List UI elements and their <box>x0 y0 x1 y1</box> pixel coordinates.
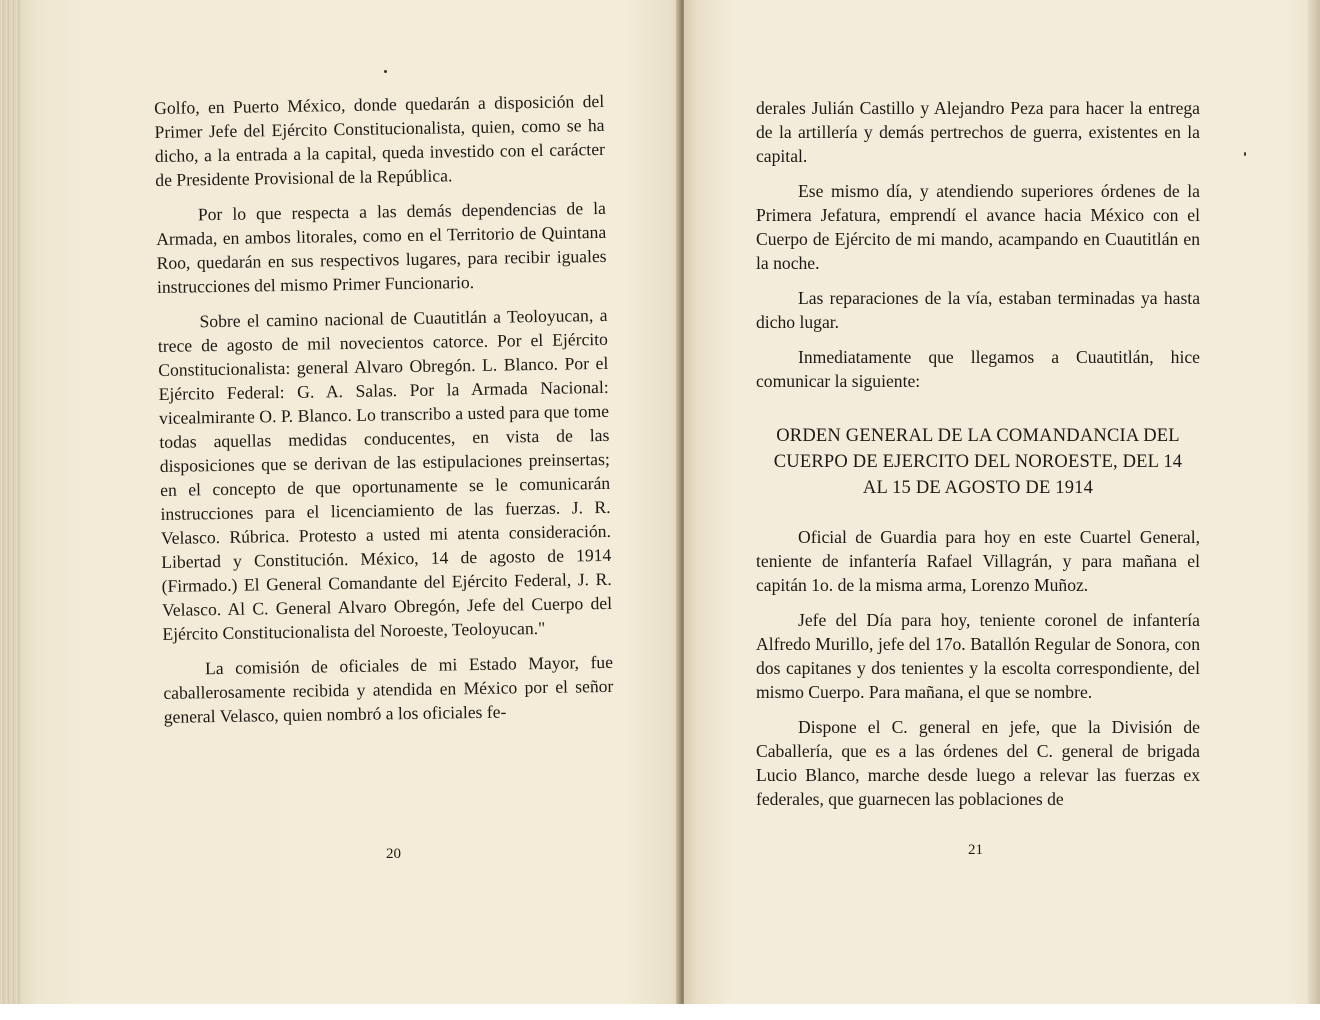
right-paragraph-7: Dispone el C. general en jefe, que la División de Caballería, que es a las órdenes del C. general de brigada Lucio Blanco, marche desde luego a relevar las fuerzas ex federales, que guarnecen las poblaciones de <box>756 717 1200 809</box>
right-paragraph-3: Las reparaciones de la vía, estaban terminadas ya hasta dicho lugar. <box>756 288 1200 332</box>
scan-margin-bottom <box>0 1004 1320 1020</box>
right-page-text <box>756 96 1200 822</box>
left-page <box>22 0 684 1004</box>
left-paragraph-2: Por lo que respecta a las demás dependencias de la Armada, en ambos litorales, como en el Territorio de Quintana Roo, quedarán en sus respectivos lugares, para recibir iguales instrucciones del mismo Primer Funcionario. <box>156 197 607 297</box>
right-paragraph-2: Ese mismo día, y atendiendo superiores órdenes de la Primera Jefatura, emprendí el avance hacia México con el Cuerpo de Ejército de mi mando, acampando en Cuautitlán en la noche. <box>756 181 1200 273</box>
left-page-number: 20 <box>386 846 401 862</box>
ink-speck <box>384 70 387 73</box>
left-page-text <box>154 89 614 740</box>
section-heading: ORDEN GENERAL DE LA COMANDANCIA DEL CUERPO DE EJERCITO DEL NOROESTE, DEL 14 AL 15 DE AGOSTO DE 1914 <box>773 426 1183 498</box>
right-page-number: 21 <box>968 842 983 858</box>
left-paragraph-3: Sobre el camino nacional de Cuautitlán a Teoloyucan, a trece de agosto de mil novecientos catorce. Por el Ejército Constitucionalista: general Alvaro Obregón. L. Blanco. Por el Ejército Federal: G. A. Salas. Por la Armada Nacional: vicealmirante O. P. Blanco. Lo transcribo a usted para que tome todas aquellas medidas conducentes, en vista de las disposiciones que se derivan de las estipulaciones preinsertas; en el concepto de que oportunamente se le comunicarán instrucciones para el licenciamiento de las fuerzas. J. R. Velasco. Rúbrica. Protesto a usted mi atenta consideración. Libertad y Constitución. México, 14 de agosto de 1914 (Firmado.) El General Comandante del Ejército Federal, J. R. Velasco. Al C. General Alvaro Obregón, Jefe del Cuerpo del Ejército Constitucionalista del Noroeste, Teoloyucan." <box>157 304 613 644</box>
page-edges-left <box>0 0 22 1004</box>
right-paragraph-1: derales Julián Castillo y Alejandro Peza para hacer la entrega de la artillería y demás pertrechos de guerra, existentes en la capital. <box>756 98 1200 166</box>
page-edges-right <box>1308 0 1320 1004</box>
right-page <box>684 0 1316 1004</box>
left-paragraph-4: La comisión de oficiales de mi Estado Mayor, fue caballerosamente recibida y atendida en México por el señor general Velasco, quien nombró a los oficiales fe- <box>163 651 614 727</box>
right-paragraph-6: Jefe del Día para hoy, teniente coronel de infantería Alfredo Murillo, jefe del 17o. Batallón Regular de Sonora, con dos capitanes y dos tenientes y la escolta correspondiente, del mismo Cuerpo. Para mañana, el que se nombre. <box>756 610 1200 702</box>
right-paragraph-5: Oficial de Guardia para hoy en este Cuartel General, teniente de infantería Rafael Villagrán, y para mañana el capitán 1o. de la misma arma, Lorenzo Muñoz. <box>756 527 1200 595</box>
right-paragraph-4: Inmediatamente que llegamos a Cuautitlán, hice comunicar la siguiente: <box>756 347 1200 391</box>
ink-speck <box>1244 152 1246 156</box>
left-paragraph-1: Golfo, en Puerto México, donde quedarán a disposición del Primer Jefe del Ejército Constitucionalista, quien, como se ha dicho, a la entrada a la capital, queda investido con el carácter de Presidente Provisional de la República. <box>154 90 606 190</box>
